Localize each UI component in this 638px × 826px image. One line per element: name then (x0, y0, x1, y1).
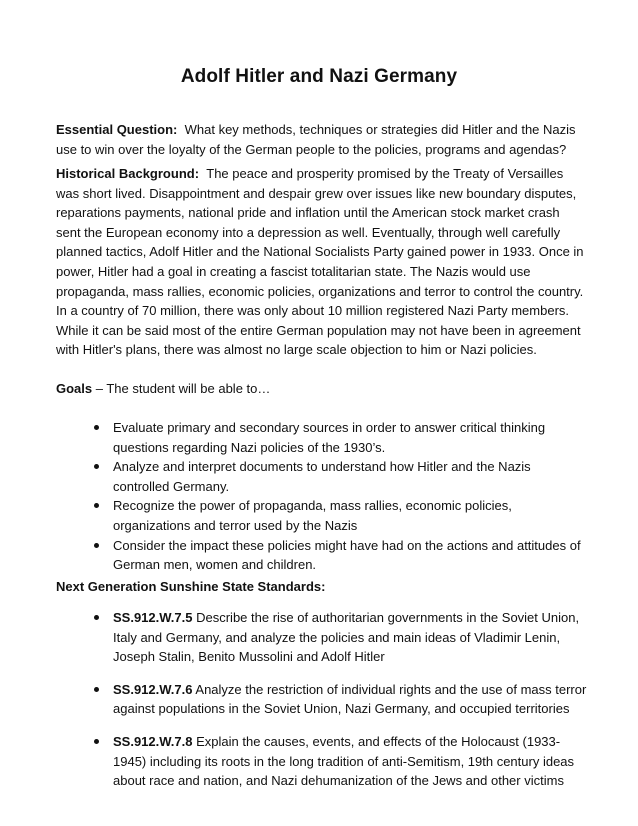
standard-text: Analyze the restriction of individual rights and the use of mass terror against populations in the Soviet Union, Nazi Germany, and occupied territories (113, 681, 587, 717)
standard-code: SS.912.W.7.5 (113, 610, 193, 625)
bullet-icon (94, 503, 99, 508)
goals-intro: – The student will be able to… (92, 381, 271, 396)
standards-heading: Next Generation Sunshine State Standards: (56, 579, 326, 594)
historical-background-label: Historical Background: (56, 166, 200, 181)
goals-list (94, 418, 590, 575)
list-item (94, 680, 590, 719)
bullet-icon (94, 425, 99, 430)
standard-code: SS.912.W.7.6 (113, 681, 193, 697)
historical-background-text: The peace and prosperity promised by the Treaty of Versailles was short lived. Disappointment and despair grew over issues like new boundary disputes, reparations payments, national pride and inflation until the American stock market crash sent the European economy into a depression as well. Eventually, through well carefully planned tactics, Adolf Hitler and the National Socialists Party gained power in 1933. Once in power, Hitler had a goal in creating a fascist totalitarian state. The Nazis would use propaganda, mass rallies, economic policies, organizations and terror to control the country. In a country of 70 million, there was only about 10 million registered Nazi Party members. While it can be said most of the entire German population may not have been in agreement with Hitler's plans, there was almost no large scale objection to him or Nazi policies. (56, 166, 584, 358)
essential-question-label: Essential Question: (56, 122, 178, 137)
bullet-icon (94, 543, 99, 548)
standard-code: SS.912.W.7.8 (113, 733, 193, 749)
bullet-icon (94, 464, 99, 469)
list-item (94, 608, 590, 667)
goals-label: Goals (56, 381, 93, 396)
standard-text: Explain the causes, events, and effects of the Holocaust (1933-1945) including its roots in the long tradition of anti-Semitism, 19th century ideas about race and nation, and Nazi dehumanization of the Jews and other victims (113, 733, 575, 789)
bullet-icon (94, 739, 99, 744)
bullet-icon (94, 687, 99, 692)
page-title: Adolf Hitler and Nazi Germany (180, 66, 458, 87)
list-item: Consider the impact these policies might have had on the actions and attitudes of German men, women and children. (94, 536, 590, 575)
bullet-icon (94, 615, 99, 620)
list-item: Analyze and interpret documents to understand how Hitler and the Nazis controlled Germany. (94, 457, 590, 496)
list-item (94, 732, 590, 791)
list-item: Recognize the power of propaganda, mass rallies, economic policies, organizations and terror used by the Nazis (94, 496, 590, 535)
essential-question-text: What key methods, techniques or strategies did Hitler and the Nazis use to win over the loyalty of the German people to the policies, programs and agendas? (56, 122, 576, 157)
standard-text: Describe the rise of authoritarian governments in the Soviet Union, Italy and Germany, and analyze the policies and main ideas of Vladimir Lenin, Joseph Stalin, Benito Mussolini and Adolf Hitler (113, 610, 580, 665)
list-item: Evaluate primary and secondary sources in order to answer critical thinking questions regarding Nazi policies of the 1930’s. (94, 418, 590, 457)
goals-heading (56, 379, 586, 399)
standards-list (94, 608, 590, 804)
historical-background (56, 164, 586, 360)
essential-question (56, 120, 586, 159)
